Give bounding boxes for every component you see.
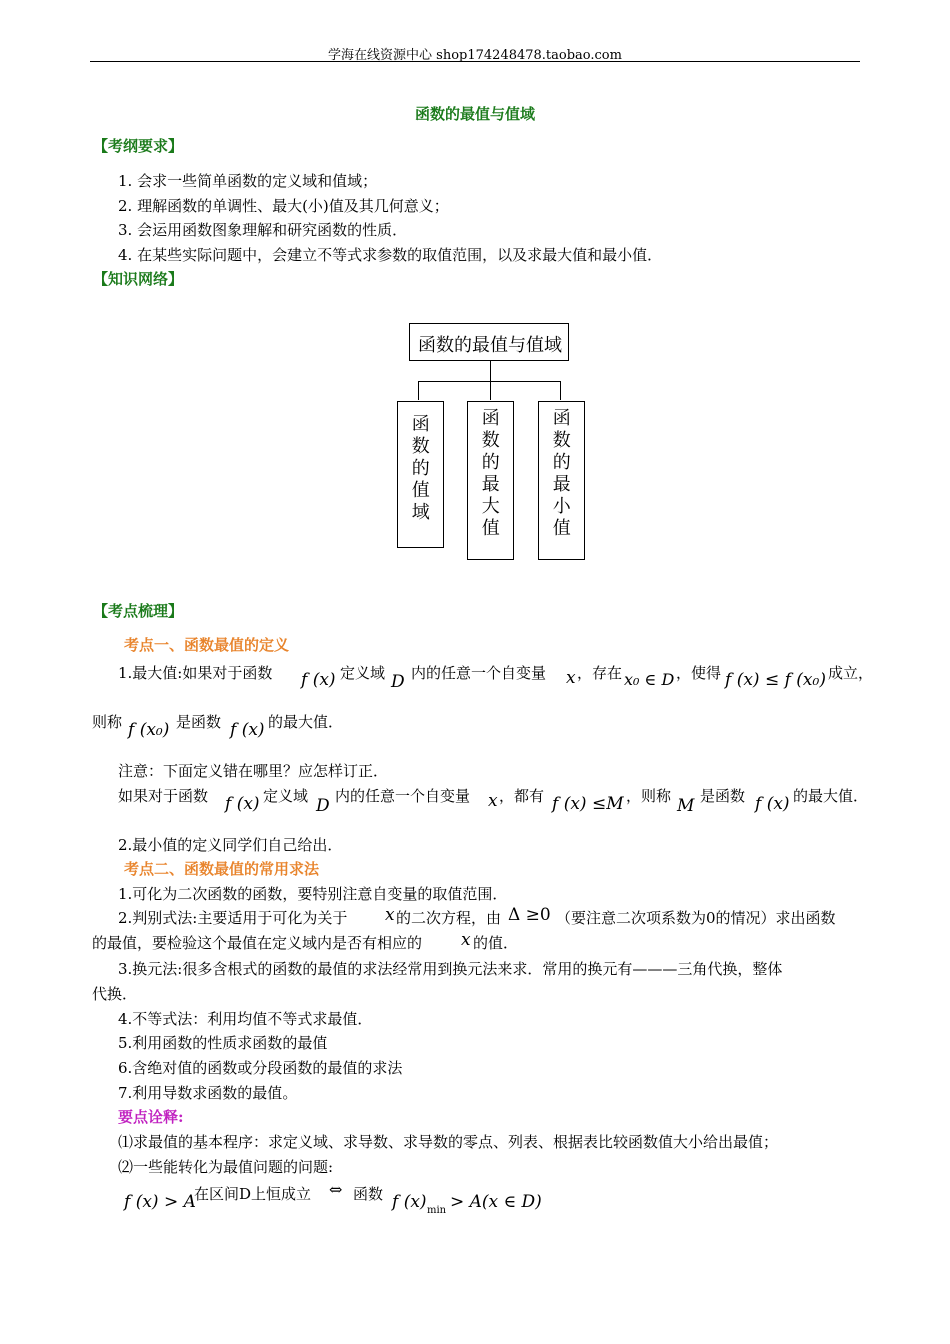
math-fx-4: f (x) <box>755 794 790 814</box>
method-2-value: 的值． <box>473 934 519 952</box>
math-gt-A-x-in-D: > A(x ∈ D) <box>450 1192 542 1212</box>
max-def-max-value: 的最大值． <box>268 713 344 731</box>
diagram-child-min-label: 函数的最小值 <box>552 408 571 539</box>
note-def-all: ，都有 <box>499 787 545 805</box>
math-x: x <box>566 668 576 688</box>
max-def-var: 内的任意一个自变量 <box>411 664 547 682</box>
diagram-root-box <box>409 323 569 361</box>
method-1: 1.可化为二次函数的函数，要特别注意自变量的取值范围． <box>118 885 508 903</box>
point1-heading: 考点一、函数最值的定义 <box>124 636 290 654</box>
diagram-child-min <box>538 401 585 560</box>
min-def: 2.最小值的定义同学们自己给出． <box>118 836 343 854</box>
section-requirements: 【考纲要求】 <box>93 137 184 155</box>
note-def-is-function: 是函数 <box>700 787 746 805</box>
note-def-then: ，则称 <box>626 787 672 805</box>
section-network: 【知识网络】 <box>93 270 184 288</box>
math-fx-min: f (x) <box>392 1192 427 1212</box>
math-x0-in-D: x₀ ∈ D <box>624 670 675 689</box>
max-def-intro: 1.最大值:如果对于函数 <box>118 664 273 682</box>
requirement-2: 2. 理解函数的单调性、最大(小)值及其几何意义； <box>118 197 449 215</box>
math-fx-2: f (x) <box>230 720 265 740</box>
method-2-intro: 2.判别式法:主要适用于可化为关于 <box>118 909 348 927</box>
max-def-exists: ，存在 <box>577 664 623 682</box>
math-M: M <box>677 796 695 816</box>
method-6: 6.含绝对值的函数或分段函数的最值的求法 <box>118 1059 403 1077</box>
keypoint-3-interval: 在区间D上恒成立 <box>194 1185 312 1203</box>
diagram-connector-right <box>560 381 561 400</box>
page-title: 函数的最值与值域 <box>414 105 535 123</box>
math-D-2: D <box>316 796 330 816</box>
keypoints-heading: 要点诠释: <box>118 1108 184 1126</box>
note-def-var: 内的任意一个自变量 <box>335 787 471 805</box>
math-leM: f (x) ≤M <box>552 794 624 814</box>
requirement-3: 3. 会运用函数图象理解和研究函数的性质． <box>118 221 408 239</box>
note-question: 注意：下面定义错在哪里？应怎样订正． <box>118 762 389 780</box>
math-fx: f (x) <box>301 670 336 690</box>
math-inequality: f (x) ≤ f (x₀) <box>725 670 826 690</box>
note-def-intro: 如果对于函数 <box>118 787 209 805</box>
method-3: 3.换元法:很多含根式的函数的最值的求法经常用到换元法来求．常用的换元有———三角代换，整体 <box>118 960 783 978</box>
math-D: D <box>391 672 405 692</box>
math-x-3: x <box>385 905 395 925</box>
note-def-domain: 定义域 <box>263 787 309 805</box>
method-2-check: 的最值，要检验这个最值在定义域内是否有相应的 <box>92 934 423 952</box>
requirement-1: 1. 会求一些简单函数的定义域和值域； <box>118 172 378 190</box>
max-def-holds: 成立， <box>828 664 874 682</box>
method-4: 4.不等式法：利用均值不等式求最值． <box>118 1010 373 1028</box>
diagram-connector-left <box>418 381 419 400</box>
math-iff: ⇔ <box>329 1180 343 1199</box>
keypoint-1: ⑴求最值的基本程序：求定义域、求导数、求导数的零点、列表、根据表比较函数值大小给出最值； <box>118 1133 779 1151</box>
method-2-by: 的二次方程，由 <box>396 909 502 927</box>
max-def-is-function: 是函数 <box>176 713 222 731</box>
math-fx-3: f (x) <box>225 794 260 814</box>
diagram-connector-trunk <box>490 360 491 382</box>
method-5: 5.利用函数的性质求函数的最值 <box>118 1034 328 1052</box>
page-header: 学海在线资源中心 shop174248478.taobao.com <box>328 48 622 63</box>
diagram-child-max-label: 函数的最大值 <box>481 408 500 539</box>
method-7: 7.利用导数求函数的最值。 <box>118 1084 298 1102</box>
keypoint-3-function: 函数 <box>353 1185 384 1203</box>
requirement-4: 4. 在某些实际问题中，会建立不等式求参数的取值范围，以及求最大值和最小值． <box>118 246 663 264</box>
method-3-cont: 代换． <box>92 985 138 1003</box>
diagram-child-range <box>397 401 444 548</box>
note-def-max-value: 的最大值． <box>793 787 869 805</box>
header-rule <box>90 61 860 62</box>
math-fx-gt-A: f (x) > A <box>124 1192 196 1212</box>
max-def-then: 则称 <box>92 713 123 731</box>
math-x-4: x <box>461 930 471 950</box>
math-delta: Δ ≥0 <box>508 905 551 925</box>
point2-heading: 考点二、函数最值的常用求法 <box>124 860 320 878</box>
math-fx0: f (x₀) <box>128 720 170 740</box>
math-min-subscript: min <box>427 1205 447 1216</box>
section-review: 【考点梳理】 <box>93 602 184 620</box>
max-def-such-that: ，使得 <box>676 664 722 682</box>
diagram-connector-mid <box>490 381 491 400</box>
diagram-child-max <box>467 401 514 560</box>
diagram-root-label: 函数的最值与值域 <box>418 335 562 356</box>
keypoint-2: ⑵一些能转化为最值问题的问题: <box>118 1158 334 1176</box>
diagram-child-range-label: 函数的值域 <box>411 414 430 523</box>
max-def-domain: 定义域 <box>340 664 386 682</box>
math-x-2: x <box>488 791 498 811</box>
method-2-note: （要注意二次项系数为0的情况）求出函数 <box>556 909 836 927</box>
